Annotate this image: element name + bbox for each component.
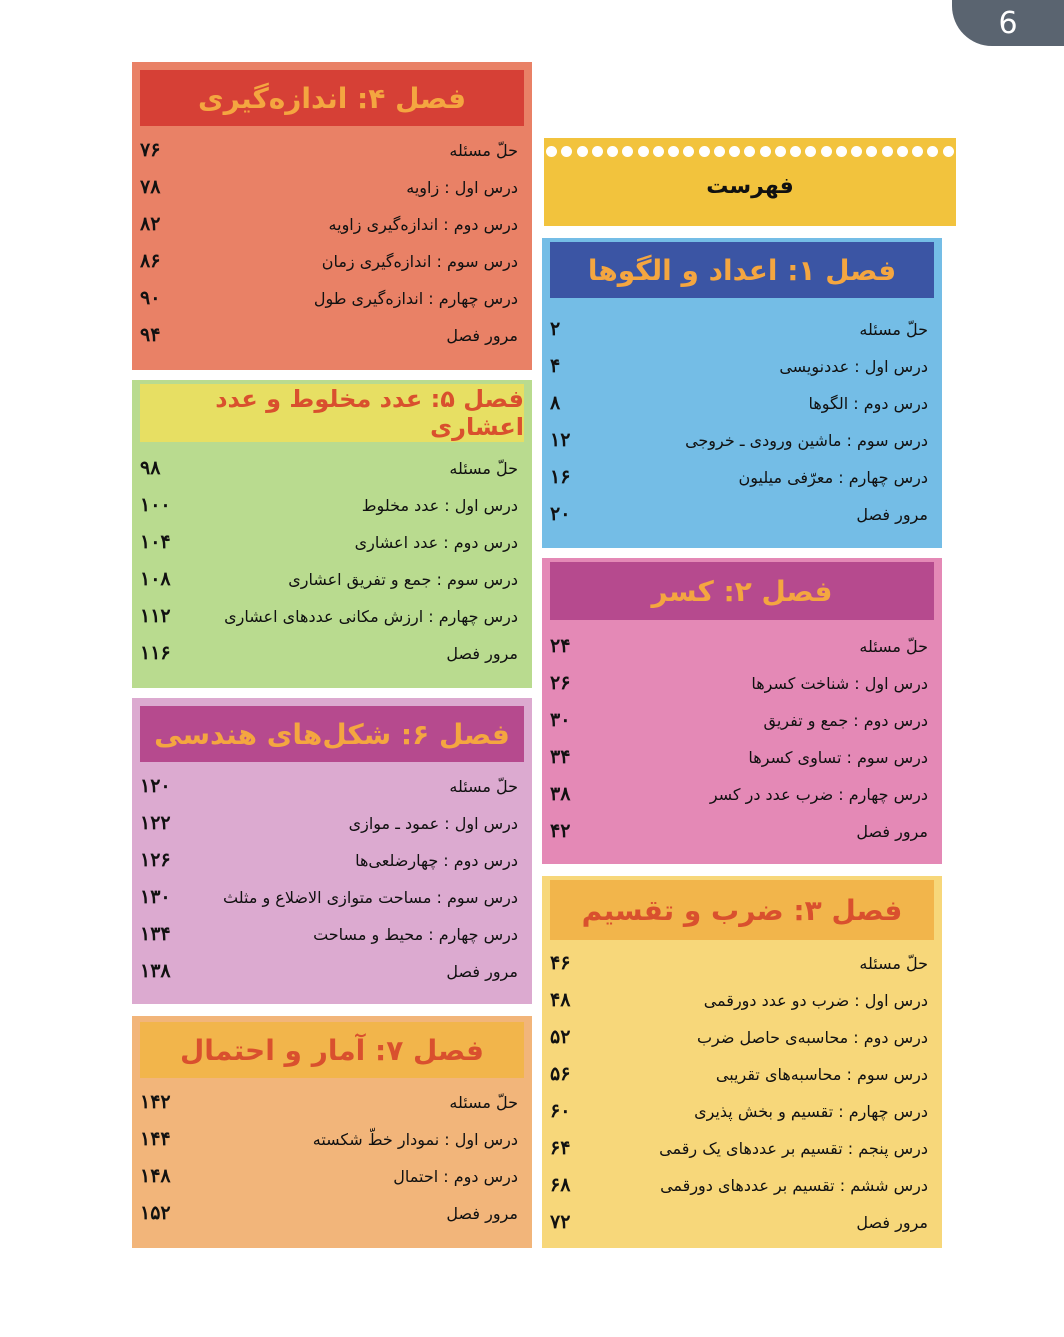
page-ref: ۱۵۲ — [140, 1202, 171, 1224]
page-ref: ۴۶ — [550, 952, 571, 974]
toc-row[interactable] — [542, 459, 942, 495]
lesson-label: درس سوم : تساوی کسرها — [748, 747, 928, 767]
toc-row[interactable] — [132, 916, 532, 952]
lesson-label: مرور فصل — [446, 1203, 518, 1223]
page-ref: ۶۴ — [550, 1137, 571, 1159]
toc-row[interactable] — [132, 1158, 532, 1194]
toc-row[interactable] — [132, 243, 532, 279]
lesson-label: درس دوم : چهارضلعی‌ها — [355, 850, 518, 870]
toc-row[interactable] — [132, 487, 532, 523]
lesson-label: درس چهارم : اندازه‌گیری طول — [313, 288, 518, 308]
chapter-6-header — [140, 706, 524, 762]
page-ref: ۳۰ — [550, 709, 571, 731]
toc-row[interactable] — [542, 1204, 942, 1240]
lesson-label: درس اول : عمود ـ موازی — [348, 813, 518, 833]
chapter-2-section — [542, 558, 942, 864]
chapter-3-header — [550, 880, 934, 940]
lesson-label: مرور فصل — [856, 821, 928, 841]
page-ref: ۷۶ — [140, 139, 161, 161]
page-number-badge — [952, 0, 1064, 46]
page-ref: ۱۴۴ — [140, 1128, 171, 1150]
toc-row[interactable] — [132, 1195, 532, 1231]
lesson-label: حلّ مسئله — [859, 636, 928, 656]
lesson-label: مرور فصل — [446, 961, 518, 981]
toc-row[interactable] — [542, 1056, 942, 1092]
chapter-1-header — [550, 242, 934, 298]
lesson-label: درس سوم : مساحت متوازی الاضلاع و مثلث — [222, 887, 518, 907]
lesson-label: حلّ مسئله — [449, 458, 518, 478]
page-ref: ۵۲ — [550, 1026, 571, 1048]
chapter-1-section — [542, 238, 942, 548]
page-ref: ۲۶ — [550, 672, 571, 694]
toc-row[interactable] — [542, 385, 942, 421]
page-ref: ۱۰۴ — [140, 531, 171, 553]
lesson-label: درس اول : ضرب دو عدد دورقمی — [703, 990, 928, 1010]
toc-row[interactable] — [542, 813, 942, 849]
toc-row[interactable] — [132, 1121, 532, 1157]
page-ref: ۲۴ — [550, 635, 571, 657]
toc-row[interactable] — [132, 842, 532, 878]
page-ref: ۱۱۶ — [140, 642, 171, 664]
page-ref: ۱۴۲ — [140, 1091, 171, 1113]
chapter-7-title: فصل ۷: آمار و احتمال — [180, 1033, 484, 1067]
page-ref: ۱۰۰ — [140, 494, 171, 516]
page-ref: ۴۸ — [550, 989, 571, 1011]
lesson-label: درس سوم : محاسبه‌های تقریبی — [715, 1064, 928, 1084]
lesson-label: درس چهارم : محیط و مساحت — [313, 924, 518, 944]
toc-row[interactable] — [132, 805, 532, 841]
toc-row[interactable] — [542, 496, 942, 532]
page-ref: ۱۱۲ — [140, 605, 171, 627]
chapter-4-header — [140, 70, 524, 126]
page-ref: ۸۶ — [140, 250, 161, 272]
page-ref: ۸ — [550, 392, 561, 414]
lesson-label: حلّ مسئله — [859, 319, 928, 339]
page-ref: ۱۳۸ — [140, 960, 171, 982]
page-ref: ۲ — [550, 318, 561, 340]
toc-row[interactable] — [542, 628, 942, 664]
toc-row[interactable] — [132, 561, 532, 597]
lesson-label: درس چهارم : ضرب عدد در کسر — [709, 784, 928, 804]
lesson-label: درس دوم : عدد اعشاری — [354, 532, 518, 552]
chapter-2-header — [550, 562, 934, 620]
lesson-label: درس چهارم : تقسیم و بخش پذیری — [694, 1101, 928, 1121]
page-ref: ۹۰ — [140, 287, 161, 309]
toc-row[interactable] — [542, 739, 942, 775]
page-ref: ۱۲ — [550, 429, 571, 451]
chapter-4-title: فصل ۴: اندازه‌گیری — [197, 81, 467, 115]
page-ref: ۱۴۸ — [140, 1165, 171, 1187]
page-ref: ۸۲ — [140, 213, 161, 235]
lesson-label: درس اول : زاویه — [406, 177, 518, 197]
lesson-label: درس اول : نمودار خطّ شکسته — [312, 1129, 518, 1149]
toc-row[interactable] — [542, 348, 942, 384]
page-ref: ۳۴ — [550, 746, 571, 768]
page-ref: ۷۸ — [140, 176, 161, 198]
toc-row[interactable] — [132, 132, 532, 168]
lesson-label: درس اول : عددنویسی — [779, 356, 928, 376]
page-ref: ۹۴ — [140, 324, 161, 346]
page-ref: ۱۲۶ — [140, 849, 171, 871]
chapter-6-section — [132, 698, 532, 1004]
page-ref: ۴۲ — [550, 820, 571, 842]
lesson-label: مرور فصل — [856, 1212, 928, 1232]
toc-row[interactable] — [542, 982, 942, 1018]
page-ref: ۲۰ — [550, 503, 571, 525]
chapter-4-section — [132, 62, 532, 370]
toc-row[interactable] — [542, 1019, 942, 1055]
lesson-label: درس چهارم : معرّفی میلیون — [738, 467, 928, 487]
toc-row[interactable] — [132, 169, 532, 205]
toc-row[interactable] — [542, 1093, 942, 1129]
lesson-label: حلّ مسئله — [449, 776, 518, 796]
page-ref: ۳۸ — [550, 783, 571, 805]
lesson-label: درس سوم : جمع و تفریق اعشاری — [288, 569, 518, 589]
page-ref: ۱۲۰ — [140, 775, 171, 797]
page-ref: ۶۸ — [550, 1174, 571, 1196]
toc-row[interactable] — [132, 953, 532, 989]
chapter-5-header — [140, 384, 524, 442]
toc-row[interactable] — [132, 768, 532, 804]
chapter-5-section — [132, 380, 532, 688]
page-ref: ۶۰ — [550, 1100, 571, 1122]
lesson-label: درس دوم : محاسبه‌ی حاصل ضرب — [696, 1027, 928, 1047]
lesson-label: درس سوم : ماشین ورودی ـ خروجی — [685, 430, 928, 450]
lesson-label: درس دوم : جمع و تفریق — [763, 710, 928, 730]
page-ref: ۱۰۸ — [140, 568, 171, 590]
toc-header — [544, 138, 956, 226]
toc-row[interactable] — [132, 524, 532, 560]
toc-row[interactable] — [542, 311, 942, 347]
toc-row[interactable] — [542, 665, 942, 701]
lesson-label: حلّ مسئله — [449, 140, 518, 160]
toc-row[interactable] — [132, 635, 532, 671]
toc-row[interactable] — [542, 702, 942, 738]
toc-row[interactable] — [132, 317, 532, 353]
lesson-label: درس اول : شناخت کسرها — [751, 673, 928, 693]
toc-row[interactable] — [132, 598, 532, 634]
toc-row[interactable] — [542, 422, 942, 458]
chapter-3-section — [542, 876, 942, 1248]
chapter-7-section — [132, 1016, 532, 1248]
chapter-7-header — [140, 1022, 524, 1078]
toc-row[interactable] — [542, 1130, 942, 1166]
page-ref: ۷۲ — [550, 1211, 571, 1233]
toc-row[interactable] — [132, 206, 532, 242]
lesson-label: مرور فصل — [446, 325, 518, 345]
toc-row[interactable] — [132, 280, 532, 316]
page-number: 6 — [998, 5, 1018, 41]
spiral-binding-dots — [544, 142, 956, 160]
page-ref: ۱۶ — [550, 466, 571, 488]
lesson-label: درس دوم : احتمال — [393, 1166, 518, 1186]
page-ref: ۵۶ — [550, 1063, 571, 1085]
page-ref: ۹۸ — [140, 457, 161, 479]
lesson-label: درس سوم : اندازه‌گیری زمان — [321, 251, 518, 271]
chapter-5-title: فصل ۵: عدد مخلوط و عدد اعشاری — [215, 385, 524, 441]
toc-row[interactable] — [542, 945, 942, 981]
lesson-label: درس دوم : الگوها — [808, 393, 928, 413]
toc-title: فهرست — [706, 174, 794, 199]
toc-row[interactable] — [132, 1084, 532, 1120]
lesson-label: حلّ مسئله — [449, 1092, 518, 1112]
page-ref: ۱۳۴ — [140, 923, 171, 945]
chapter-6-title: فصل ۶: شکل‌های هندسی — [154, 717, 510, 751]
lesson-label: مرور فصل — [856, 504, 928, 524]
page-ref: ۴ — [550, 355, 561, 377]
chapter-1-title: فصل ۱: اعداد و الگوها — [587, 253, 897, 287]
lesson-label: درس چهارم : ارزش مکانی عددهای اعشاری — [224, 606, 518, 626]
chapter-2-title: فصل ۲: کسر — [651, 574, 833, 608]
lesson-label: درس پنجم : تقسیم بر عددهای یک رقمی — [659, 1138, 928, 1158]
chapter-3-title: فصل ۳: ضرب و تقسیم — [581, 893, 903, 927]
page-ref: ۱۲۲ — [140, 812, 171, 834]
lesson-label: درس اول : عدد مخلوط — [361, 495, 518, 515]
page-ref: ۱۳۰ — [140, 886, 171, 908]
toc-row[interactable] — [542, 1167, 942, 1203]
toc-row[interactable] — [132, 450, 532, 486]
toc-row[interactable] — [132, 879, 532, 915]
lesson-label: مرور فصل — [446, 643, 518, 663]
lesson-label: درس ششم : تقسیم بر عددهای دورقمی — [660, 1175, 928, 1195]
toc-row[interactable] — [542, 776, 942, 812]
lesson-label: حلّ مسئله — [859, 953, 928, 973]
lesson-label: درس دوم : اندازه‌گیری زاویه — [328, 214, 518, 234]
